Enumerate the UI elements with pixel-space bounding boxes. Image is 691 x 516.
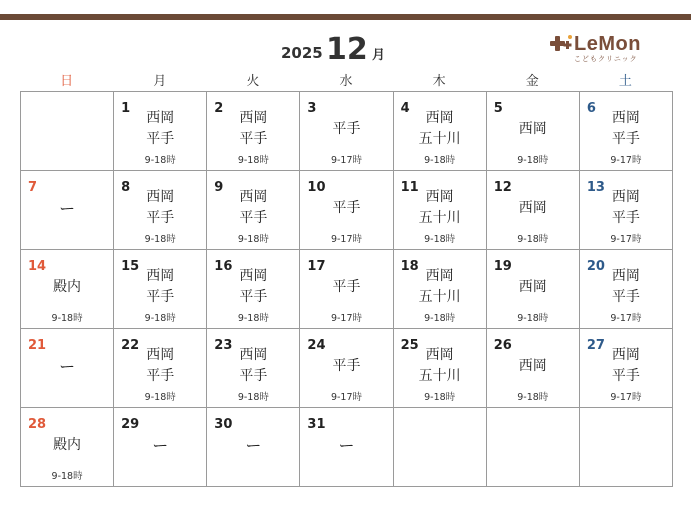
doctor-name: 西岡 [425,347,454,363]
doctor-name: 西岡 [425,268,454,284]
doctor-name: 西岡 [239,110,268,126]
doctor-list [207,108,299,150]
day-number: 24 [307,338,326,353]
day-number: 22 [121,338,140,353]
doctor-name: 西岡 [146,189,175,205]
closed-dash: ー [152,436,169,455]
clinic-hours: 9-17時 [330,234,363,245]
clinic-hours: 9-18時 [51,313,83,324]
day-cell-21 [21,329,114,408]
day-number: 23 [214,338,233,353]
clinic-hours: 9-18時 [237,234,269,245]
clinic-hours: 9-18時 [144,234,176,245]
clinic-hours: 9-18時 [424,313,456,324]
day-cell-18 [394,250,487,329]
doctor-name: 平手 [332,121,361,137]
closed-dash: ー [59,199,76,218]
day-cell-30 [207,408,300,487]
empty-day-cell [21,92,114,171]
weekday-mon: 月 [153,74,167,89]
day-number: 2 [214,101,224,116]
doctor-list [394,187,486,229]
doctor-name: 西岡 [425,189,454,205]
logo-wordmark: LeMon [574,33,641,55]
clinic-hours: 9-18時 [144,392,176,403]
weekday-tue: 火 [246,74,260,89]
doctor-name: 平手 [611,131,640,147]
day-cell-29 [114,408,207,487]
doctor-name: 西岡 [611,110,640,126]
day-cell-3 [300,92,393,171]
closed-indicator [114,435,206,456]
clinic-hours: 9-18時 [424,234,456,245]
day-cell-31 [300,408,393,487]
doctor-list [394,266,486,308]
doctor-list [300,277,392,298]
doctor-list [114,266,206,308]
doctor-name: 平手 [239,210,268,226]
clinic-hours: 9-18時 [144,313,176,324]
logo-subtitle: こどもクリニック [574,55,638,63]
doctor-list [207,345,299,387]
day-number: 30 [214,417,233,432]
empty-day-cell [580,408,673,487]
doctor-name: 五十川 [418,210,461,226]
doctor-name: 五十川 [418,289,461,305]
doctor-name: 平手 [239,289,268,305]
day-cell-27 [580,329,673,408]
clinic-hours: 9-17時 [330,313,363,324]
clinic-hours: 9-17時 [610,234,642,245]
day-number: 13 [586,180,605,195]
closed-dash: ー [59,357,76,376]
day-cell-24 [300,329,393,408]
day-cell-13 [580,171,673,250]
clinic-logo [548,32,648,62]
day-cell-7 [21,171,114,250]
day-number: 11 [400,180,419,195]
doctor-name: 平手 [611,289,640,305]
doctor-list [580,345,672,387]
clinic-hours: 9-17時 [330,392,363,403]
day-number: 27 [586,338,605,353]
day-number: 9 [214,180,224,195]
doctor-name: 西岡 [146,347,175,363]
closed-indicator [207,435,299,456]
clinic-hours: 9-18時 [237,155,269,166]
day-number: 14 [28,259,47,274]
clinic-hours: 9-18時 [517,234,549,245]
doctor-list [207,266,299,308]
weekday-sun: 日 [60,74,74,89]
day-number: 20 [586,259,605,274]
day-cell-28 [21,408,114,487]
day-cell-10 [300,171,393,250]
day-number: 18 [400,259,419,274]
doctor-list [300,119,392,140]
doctor-list [580,108,672,150]
doctor-name: 五十川 [418,131,461,147]
doctor-list [394,108,486,150]
clinic-hours: 9-18時 [237,313,269,324]
clinic-hours: 9-18時 [237,392,269,403]
doctor-list [394,345,486,387]
calendar-year: 2025 [281,44,323,62]
day-cell-26 [487,329,580,408]
doctor-name: 平手 [332,279,361,295]
day-cell-20 [580,250,673,329]
closed-dash: ー [338,436,355,455]
day-number: 26 [493,338,512,353]
day-number: 16 [214,259,233,274]
doctor-name: 平手 [146,289,175,305]
lemon-plus-icon [550,34,574,54]
day-number: 5 [493,101,503,116]
doctor-list [487,356,579,377]
day-cell-14 [21,250,114,329]
day-cell-22 [114,329,207,408]
day-number: 29 [121,417,140,432]
day-number: 21 [28,338,47,353]
doctor-name: 西岡 [611,347,640,363]
closed-indicator [21,356,113,377]
day-cell-17 [300,250,393,329]
day-number: 12 [493,180,512,195]
doctor-list [21,277,113,298]
doctor-name: 平手 [332,358,361,374]
day-number: 31 [307,417,326,432]
clinic-hours: 9-17時 [610,392,642,403]
closed-dash: ー [245,436,262,455]
doctor-name: 西岡 [239,268,268,284]
day-cell-25 [394,329,487,408]
calendar-grid [20,91,673,487]
clinic-hours: 9-18時 [517,155,549,166]
day-cell-2 [207,92,300,171]
doctor-name: 平手 [611,368,640,384]
top-accent-bar [0,14,691,20]
doctor-name: 西岡 [146,268,175,284]
empty-day-cell [487,408,580,487]
doctor-name: 平手 [146,131,175,147]
doctor-name: 平手 [239,368,268,384]
day-number: 17 [307,259,326,274]
calendar-month-unit: 月 [372,48,386,63]
day-number: 7 [28,180,38,195]
day-cell-6 [580,92,673,171]
doctor-name: 平手 [146,210,175,226]
day-cell-19 [487,250,580,329]
day-cell-11 [394,171,487,250]
doctor-list [580,187,672,229]
weekday-sat: 土 [618,74,632,89]
clinic-hours: 9-18時 [424,155,456,166]
day-number: 28 [28,417,47,432]
doctor-name: 平手 [239,131,268,147]
doctor-list [21,435,113,456]
doctor-list [487,277,579,298]
doctor-list [114,108,206,150]
clinic-hours: 9-18時 [424,392,456,403]
day-cell-8 [114,171,207,250]
doctor-name: 西岡 [611,189,640,205]
clinic-hours: 9-18時 [144,155,176,166]
day-cell-1 [114,92,207,171]
day-number: 1 [121,101,131,116]
doctor-name: 西岡 [425,110,454,126]
doctor-name: 西岡 [518,358,547,374]
day-cell-4 [394,92,487,171]
doctor-name: 西岡 [239,347,268,363]
clinic-hours: 9-18時 [517,313,549,324]
doctor-name: 平手 [332,200,361,216]
clinic-hours: 9-17時 [610,313,642,324]
day-number: 15 [121,259,140,274]
doctor-name: 平手 [611,210,640,226]
clinic-hours: 9-17時 [610,155,642,166]
doctor-list [487,198,579,219]
doctor-name: 殿内 [53,279,82,295]
doctor-name: 西岡 [518,200,547,216]
closed-indicator [300,435,392,456]
day-number: 10 [307,180,326,195]
day-number: 3 [307,101,317,116]
day-number: 8 [121,180,131,195]
doctor-name: 西岡 [611,268,640,284]
doctor-name: 五十川 [418,368,461,384]
doctor-name: 平手 [146,368,175,384]
doctor-list [487,119,579,140]
doctor-name: 西岡 [518,279,547,295]
empty-day-cell [394,408,487,487]
doctor-list [114,187,206,229]
clinic-hours: 9-17時 [330,155,363,166]
day-cell-16 [207,250,300,329]
day-cell-23 [207,329,300,408]
doctor-name: 西岡 [239,189,268,205]
calendar-month: 12 [326,32,368,67]
weekday-thu: 木 [432,74,446,89]
day-cell-12 [487,171,580,250]
day-cell-15 [114,250,207,329]
day-cell-5 [487,92,580,171]
doctor-list [300,356,392,377]
doctor-list [300,198,392,219]
doctor-name: 殿内 [53,437,82,453]
clinic-hours: 9-18時 [517,392,549,403]
doctor-list [580,266,672,308]
day-number: 6 [586,101,596,116]
doctor-list [207,187,299,229]
doctor-list [114,345,206,387]
day-number: 4 [400,101,410,116]
closed-indicator [21,198,113,219]
weekday-wed: 水 [339,74,353,89]
doctor-name: 西岡 [146,110,175,126]
doctor-name: 西岡 [518,121,547,137]
weekday-header [20,70,672,88]
weekday-fri: 金 [525,74,539,89]
clinic-hours: 9-18時 [51,471,83,482]
day-cell-9 [207,171,300,250]
day-number: 19 [493,259,512,274]
day-number: 25 [400,338,419,353]
